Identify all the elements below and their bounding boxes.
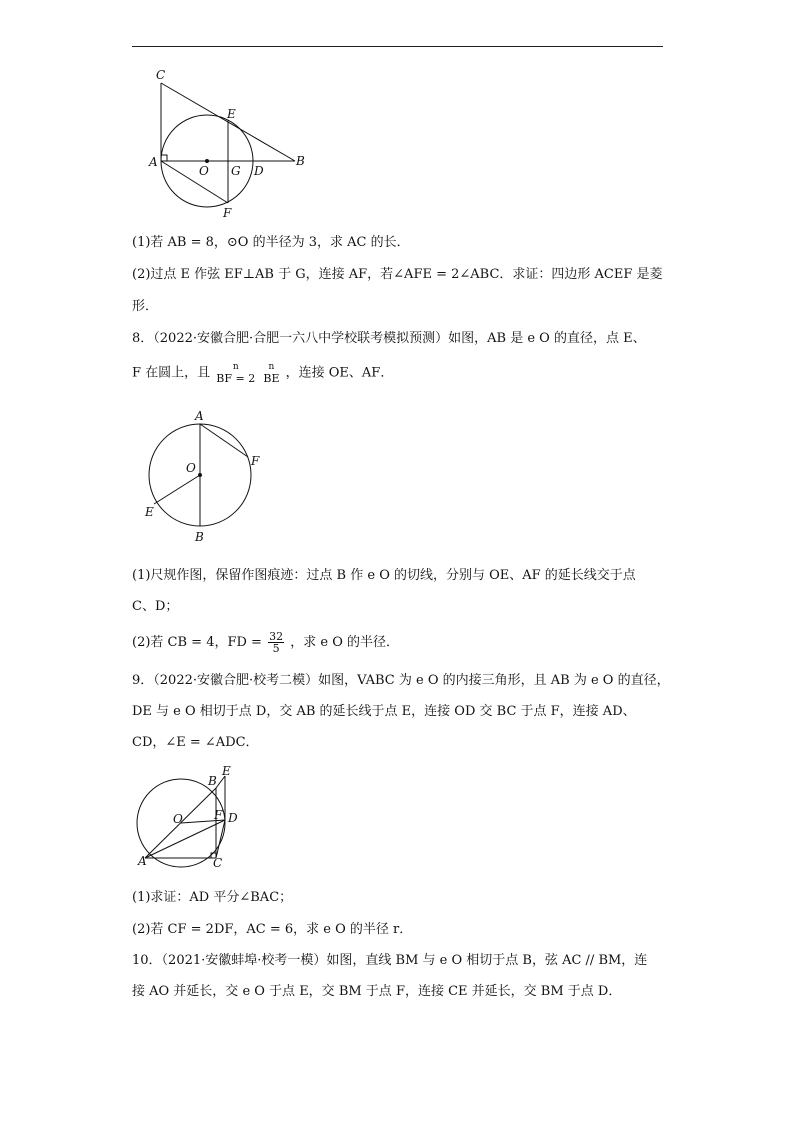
problem8-part2-b: ，求 e O 的半径．: [290, 635, 399, 650]
problem9-part1: (1)求证：AD 平分∠BAC；: [132, 890, 293, 905]
label-f: F: [214, 808, 223, 822]
arc-bf-text: BF = 2: [216, 372, 256, 385]
problem9-line3: CD，∠E = ∠ADC．: [132, 735, 259, 750]
problem8-line2-a: F 在圆上，且: [132, 365, 211, 381]
label-a: A: [195, 409, 204, 423]
problem8-line1: 8．（2022·安徽合肥·合肥一六八中学校联考模拟预测）如图，AB 是 e O 的直径，点 E、: [132, 331, 646, 346]
label-b: B: [195, 530, 204, 544]
arc-bf: [216, 362, 255, 384]
segment-oe: [154, 475, 200, 504]
label-f: F: [251, 454, 260, 468]
label-e: E: [222, 764, 231, 778]
arc-be: [263, 362, 279, 384]
label-f: F: [223, 206, 232, 220]
label-e: E: [145, 505, 154, 519]
label-o: O: [199, 164, 209, 178]
label-b: B: [208, 774, 217, 788]
problem7-part2-line1: (2)过点 E 作弦 EF⊥AB 于 G，连接 AF，若∠AFE = 2∠ABC．求证：四边形 ACEF 是菱: [132, 267, 663, 282]
label-d: D: [228, 811, 238, 825]
fd-denominator: 5: [272, 642, 280, 655]
problem10-line2: 接 AO 并延长，交 e O 于点 E，交 BM 于点 F，连接 CE 并延长，交 BM 于点 D．: [132, 984, 622, 999]
center-dot: [198, 473, 202, 477]
right-angle-mark: [161, 155, 167, 161]
label-a: A: [149, 155, 158, 169]
label-e: E: [227, 107, 236, 121]
fd-numerator: 32: [269, 630, 284, 643]
header-rule: [132, 46, 663, 47]
center-dot: [205, 159, 209, 163]
arc-be-text: BE: [263, 372, 280, 385]
segment-af: [200, 424, 248, 457]
problem7-part2-line2: 形．: [132, 299, 159, 314]
label-o: O: [173, 812, 183, 826]
segment-ad: [145, 820, 225, 858]
figure-1-geometry: [140, 64, 320, 224]
problem8-part1-line1: (1)尺规作图，保留作图痕迹：过点 B 作 e O 的切线，分别与 OE、AF 的延长线交于点: [132, 568, 636, 583]
label-o: O: [186, 461, 196, 475]
label-d: D: [254, 164, 264, 178]
label-c: C: [213, 856, 223, 870]
problem9-line1: 9．（2022·安徽合肥·校考二模）如图，VABC 为 e O 的内接三角形，且 AB 为 e O 的直径，: [132, 673, 670, 688]
problem8-part2-a: (2)若 CB = 4，FD =: [132, 635, 262, 650]
fd-fraction: [268, 631, 284, 654]
label-c: C: [156, 68, 166, 82]
figure-9-geometry: [132, 764, 252, 872]
problem8-part2: [132, 631, 399, 654]
label-g: G: [231, 164, 241, 178]
segment-af: [161, 161, 228, 203]
label-b: B: [296, 154, 305, 168]
figure-8-geometry: [140, 405, 270, 550]
problem8-line2: [132, 362, 393, 384]
segment-cd: [216, 820, 225, 858]
problem9-part2: (2)若 CF = 2DF，AC = 6，求 e O 的半径 r．: [132, 922, 413, 937]
arc-bf-mark: n: [232, 362, 239, 372]
problem8-part1-line2: C、D；: [132, 599, 179, 614]
problem10-line1: 10．（2021·安徽蚌埠·校考一模）如图，直线 BM 与 e O 相切于点 B，弦 AC // BM，连: [132, 953, 648, 968]
problem9-line2: DE 与 e O 相切于点 D，交 AB 的延长线于点 E，连接 OD 交 BC 于点 F，连接 AD、: [132, 704, 636, 719]
problem7-part1: (1)若 AB = 8，⊙O 的半径为 3，求 AC 的长．: [132, 235, 410, 250]
problem8-line2-b: ，连接 OE、AF．: [285, 365, 394, 381]
label-a: A: [138, 854, 147, 868]
arc-be-mark: n: [268, 362, 275, 372]
